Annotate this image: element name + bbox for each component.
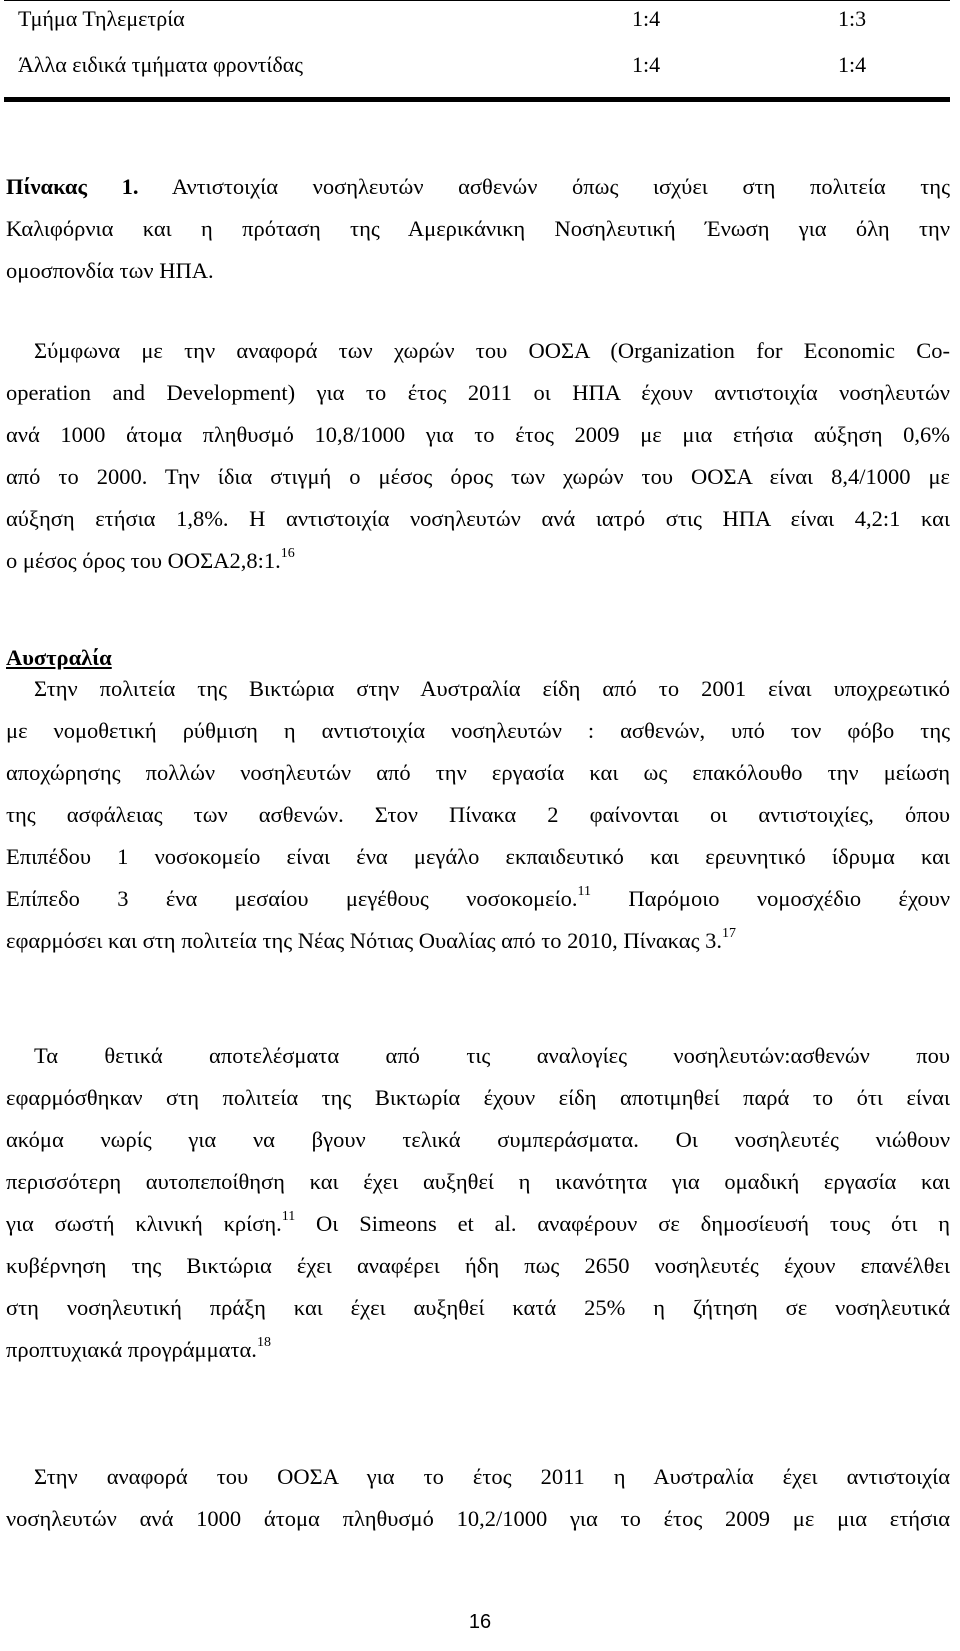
table-cell-unit: Τμήμα Τηλεμετρία (18, 6, 185, 31)
paragraph-line: ακόμα νωρίς για να βγουν τελικά συμπεράσματα. Οι νοσηλευτές νιώθουν (6, 1127, 950, 1152)
table-caption (6, 166, 950, 292)
paragraph-oecd-us (6, 330, 950, 582)
table-row (0, 52, 946, 92)
paragraph-line: operation and Development) για το έτος 2011 οι ΗΠΑ έχουν αντιστοιχία νοσηλευτών (6, 380, 950, 405)
caption-line: Καλιφόρνια και η πρόταση της Αμερικάνικη Νοσηλευτική Ένωση για όλη την (6, 216, 950, 241)
reference-marker: 11 (577, 883, 592, 899)
paragraph-text: Οι Simeons et al. αναφέρουν σε δημοσίευσή τους ότι η (295, 1211, 950, 1236)
table-cell-ratio-a: 1:4 (632, 52, 661, 77)
paragraph-results (6, 1035, 950, 1371)
paragraph-line: κυβέρνηση της Βικτώρια έχει αναφέρει ήδη πως 2650 νοσηλευτές έχουν επανέλθει (6, 1253, 950, 1278)
paragraph-line: ο μέσος όρος του ΟΟΣΑ2,8:1. (6, 548, 281, 573)
caption-line: ομοσπονδία των ΗΠΑ. (6, 258, 214, 283)
caption-label: Πίνακας 1. (6, 174, 139, 199)
paragraph-line: ανά 1000 άτομα πληθυσμό 10,8/1000 για το έτος 2009 με μια ετήσια αύξηση 0,6% (6, 422, 950, 447)
page-number: 16 (468, 1611, 492, 1633)
paragraph-text: για σωστή κλινική κρίση. (6, 1211, 282, 1236)
section-heading-australia: Αυστραλία (6, 645, 112, 670)
reference-marker: 11 (281, 1208, 296, 1224)
reference-marker: 16 (280, 545, 295, 561)
table-cell-unit: Άλλα ειδικά τμήματα φροντίδας (18, 52, 303, 77)
paragraph-text: προπτυχιακά προγράμματα. (6, 1337, 257, 1362)
table-bottom-border (4, 97, 950, 102)
paragraph-line: Επιπέδου 1 νοσοκομείο είναι ένα μεγάλο εκπαιδευτικό και ερευνητικό ίδρυμα και (6, 844, 950, 869)
paragraph-line: εφαρμόσθηκαν στη πολιτεία της Βικτωρία έχουν είδη αποτιμηθεί παρά το ότι είναι (6, 1085, 950, 1110)
paragraph-line: περισσότερη αυτοπεποίθηση και έχει αυξηθεί η ικανότητα για ομαδική εργασία και (6, 1169, 950, 1194)
paragraph-line: στη νοσηλευτική πράξη και έχει αυξηθεί κατά 25% η ζήτηση σε νοσηλευτικά (6, 1295, 950, 1320)
paragraph-line: με νομοθετική ρύθμιση η αντιστοιχία νοσηλευτών : ασθενών, υπό τον φόβο της (6, 718, 950, 743)
paragraph-line: νοσηλευτών ανά 1000 άτομα πληθυσμό 10,2/1000 για το έτος 2009 με μια ετήσια (6, 1506, 950, 1531)
paragraph-line: Στην αναφορά του ΟΟΣΑ για το έτος 2011 η Αυστραλία έχει αντιστοιχία (34, 1464, 950, 1489)
paragraph-line: αποχώρησης πολλών νοσηλευτών από την εργασία και ως επακόλουθο την μείωση (6, 760, 950, 785)
paragraph-text: Παρόμοιο νομοσχέδιο έχουν (591, 886, 950, 911)
table-cell-ratio-a: 1:4 (632, 6, 661, 31)
table-top-border (4, 0, 950, 1)
caption-text: Αντιστοιχία νοσηλευτών ασθενών όπως ισχύει στη πολιτεία της (138, 174, 950, 199)
reference-marker: 17 (721, 925, 736, 941)
paragraph-text: Επίπεδο 3 ένα μεσαίου μεγέθους νοσοκομείο. (6, 886, 578, 911)
paragraph-text: εφαρμόσει και στη πολιτεία της Νέας Νότιας Ουαλίας από το 2010, Πίνακας 3. (6, 928, 722, 953)
paragraph-line: από το 2000. Την ίδια στιγμή ο μέσος όρος των χωρών του ΟΟΣΑ είναι 8,4/1000 με (6, 464, 950, 489)
paragraph-line: αύξηση ετήσια 1,8%. Η αντιστοιχία νοσηλευτών ανά ιατρό στις ΗΠΑ είναι 4,2:1 και (6, 506, 950, 531)
paragraph-line: Τα θετικά αποτελέσματα από τις αναλογίες νοσηλευτών:ασθενών που (34, 1043, 950, 1068)
table-row (0, 6, 946, 46)
paragraph-line: Σύμφωνα με την αναφορά των χωρών του ΟΟΣΑ (Organization for Economic Co- (34, 338, 950, 363)
paragraph-line: Στην πολιτεία της Βικτώρια στην Αυστραλία είδη από το 2001 είναι υποχρεωτικό (34, 676, 950, 701)
table-cell-ratio-b: 1:4 (838, 52, 867, 77)
reference-marker: 18 (256, 1334, 271, 1350)
paragraph-victoria (6, 668, 950, 962)
table-cell-ratio-b: 1:3 (838, 6, 867, 31)
paragraph-oecd-au (6, 1456, 950, 1540)
paragraph-line: της ασφάλειας των ασθενών. Στον Πίνακα 2 φαίνονται οι αντιστοιχίες, όπου (6, 802, 950, 827)
